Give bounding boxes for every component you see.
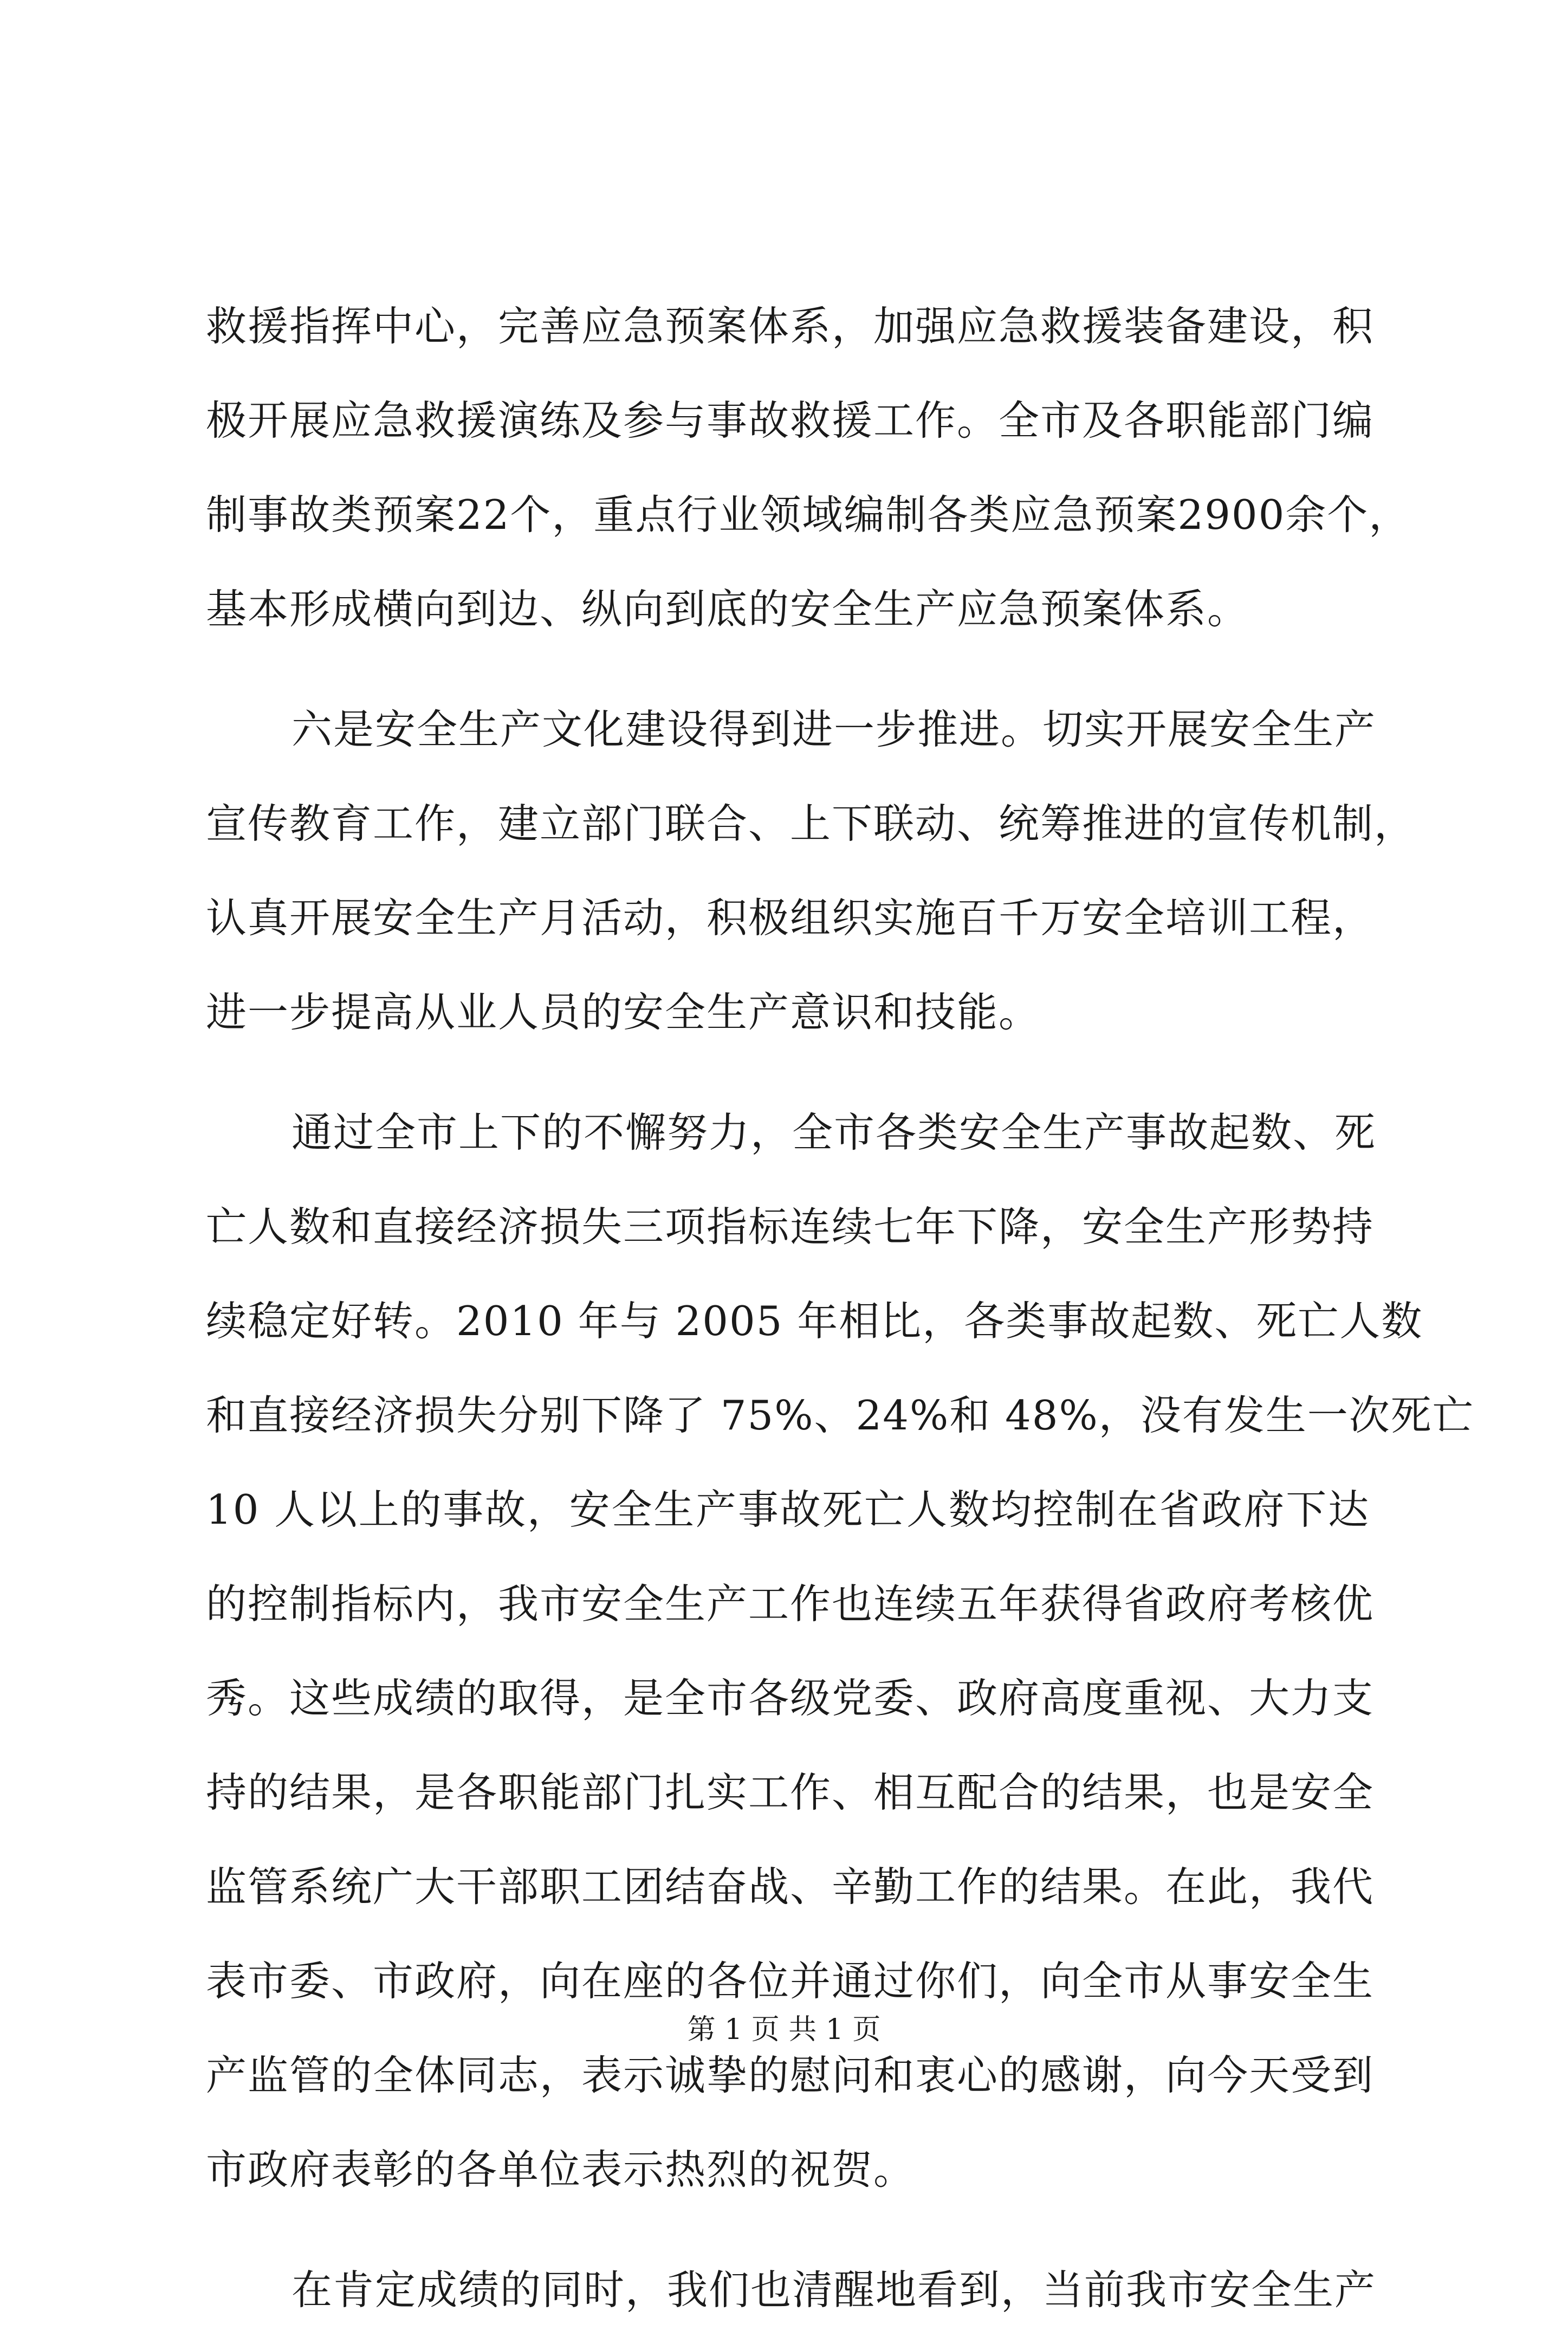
text-line: 亡人数和直接经济损失三项指标连续七年下降，安全生产形势持 <box>206 1203 1375 1251</box>
text-line: 进一步提高从业人员的安全生产意识和技能。 <box>206 988 1041 1036</box>
text-line: 续稳定好转。2010 年与 2005 年相比，各类事故起数、死亡人数 <box>206 1297 1423 1345</box>
text-line: 基本形成横向到边、纵向到底的安全生产应急预案体系。 <box>206 585 1249 633</box>
text-line: 宣传教育工作，建立部门联合、上下联动、统筹推进的宣传机制， <box>206 800 1416 847</box>
text-line: 市政府表彰的各单位表示热烈的祝贺。 <box>206 2146 916 2193</box>
text-line: 制事故类预案22个，重点行业领域编制各类应急预案2900余个， <box>206 491 1411 539</box>
text-line: 表市委、市政府，向在座的各位并通过你们，向全市从事安全生 <box>206 1957 1375 2005</box>
paragraph-first-line: 六是安全生产文化建设得到进一步推进。切实开展安全生产 <box>291 705 1377 753</box>
text-line: 和直接经济损失分别下降了 75%、24%和 48%，没有发生一次死亡 <box>206 1391 1474 1439</box>
text-line: 认真开展安全生产月活动，积极组织实施百千万安全培训工程， <box>206 894 1375 942</box>
text-line: 持的结果，是各职能部门扎实工作、相互配合的结果，也是安全 <box>206 1769 1375 1816</box>
paragraph-first-line: 通过全市上下的不懈努力，全市各类安全生产事故起数、死 <box>291 1109 1377 1156</box>
text-line: 产监管的全体同志，表示诚挚的慰问和衷心的感谢，向今天受到 <box>206 2051 1375 2099</box>
text-line: 极开展应急救援演练及参与事故救援工作。全市及各职能部门编 <box>206 397 1375 444</box>
text-line: 救援指挥中心，完善应急预案体系，加强应急救援装备建设，积 <box>206 302 1375 350</box>
text-line: 10 人以上的事故，安全生产事故死亡人数均控制在省政府下达 <box>206 1486 1370 1533</box>
page-number-footer: 第 1 页 共 1 页 <box>687 2014 881 2046</box>
text-line: 的控制指标内，我市安全生产工作也连续五年获得省政府考核优 <box>206 1580 1375 1628</box>
paragraph-first-line: 在肯定成绩的同时，我们也清醒地看到，当前我市安全生产 <box>291 2266 1377 2314</box>
text-line: 秀。这些成绩的取得，是全市各级党委、政府高度重视、大力支 <box>206 1674 1375 1722</box>
text-line: 监管系统广大干部职工团结奋战、辛勤工作的结果。在此，我代 <box>206 1863 1375 1911</box>
